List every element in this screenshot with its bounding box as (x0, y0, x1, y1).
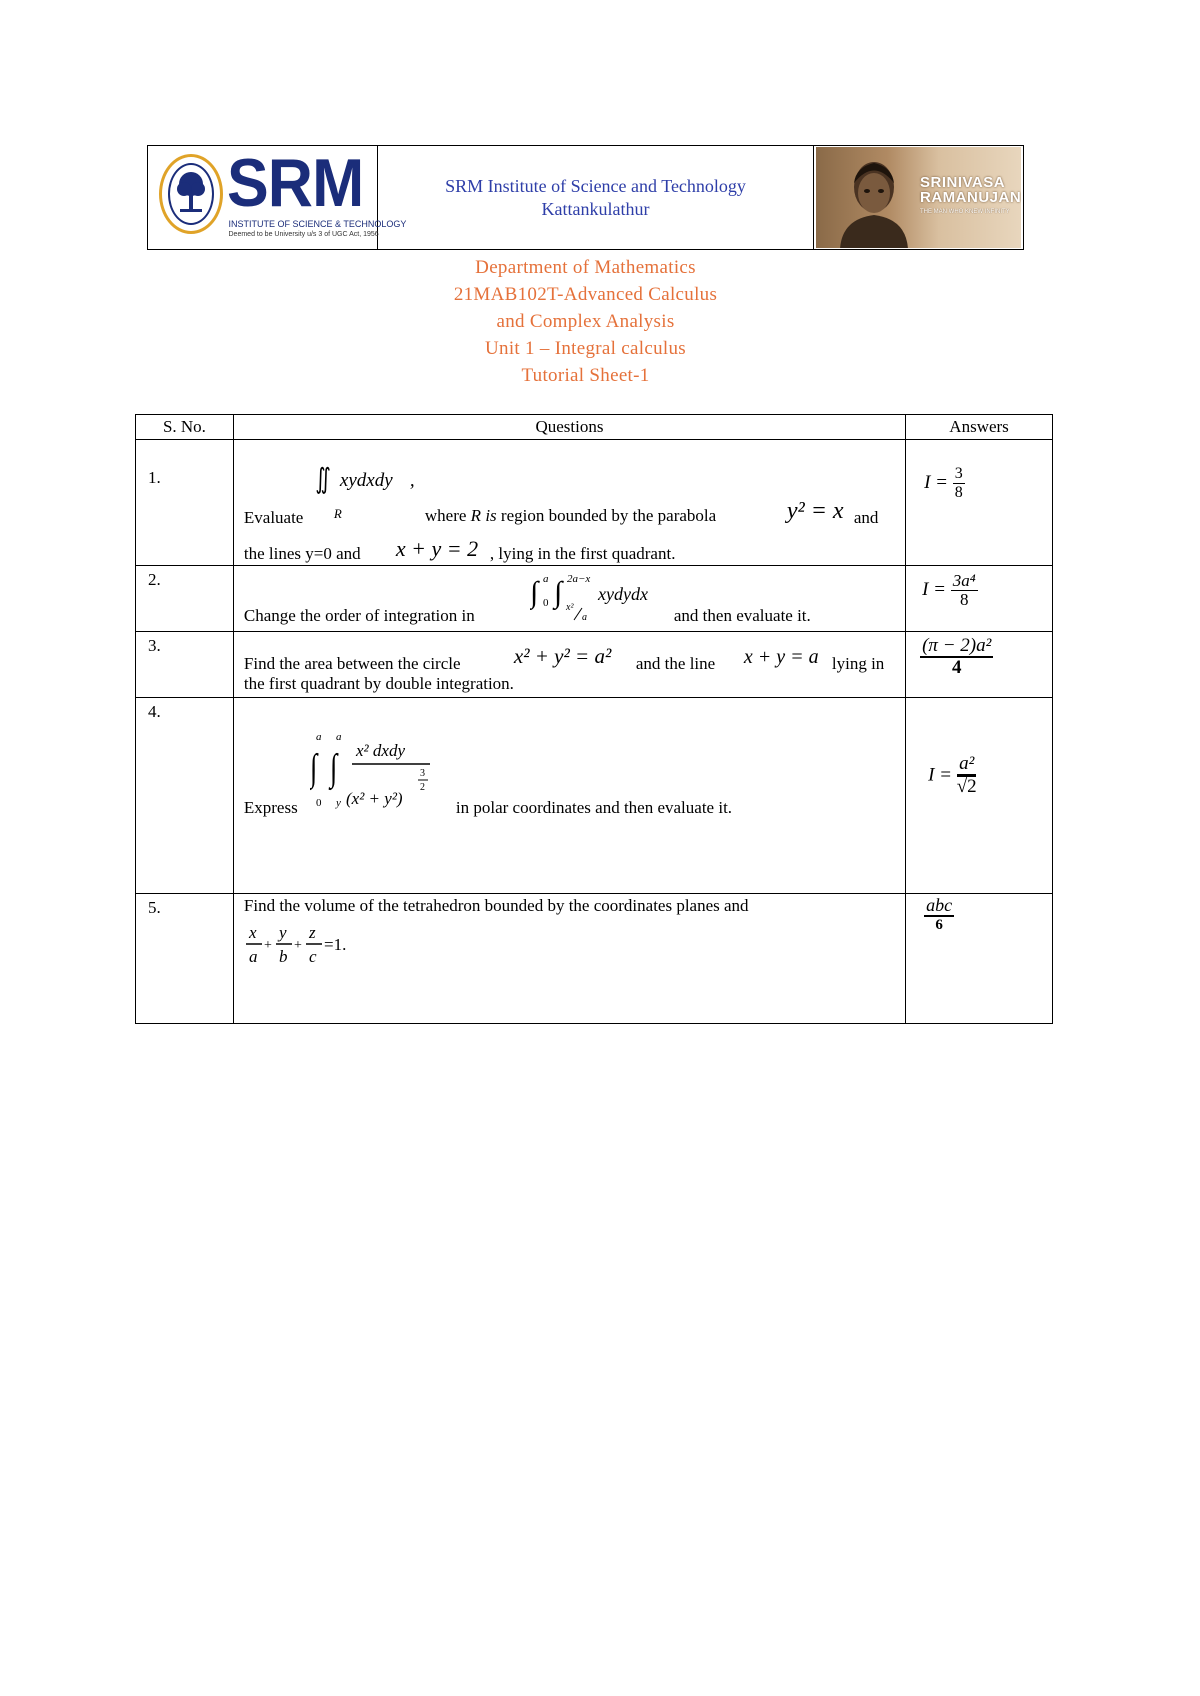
line-equation: x + y = 2 (395, 536, 479, 561)
svg-text:y: y (278, 923, 287, 942)
question-text: where R is region bounded by the parabola (424, 506, 717, 525)
question-text: Find the area between the circle (243, 654, 461, 673)
sno-cell: 5. (136, 894, 234, 1024)
svg-text:a: a (315, 731, 322, 743)
circle-equation: x² + y² = a² (513, 644, 612, 668)
question-cell (233, 894, 905, 1024)
answer-value: I = $\frac{3}{8}$ (924, 465, 963, 501)
answer-cell (906, 894, 1053, 1024)
question-text-2: and then evaluate it. (673, 606, 811, 625)
table-row (136, 566, 1053, 632)
svg-text:0: 0 (542, 597, 549, 609)
question-text: Find the volume of the tetrahedron bounded by the coordinates planes and (243, 896, 749, 915)
svg-text:∫: ∫ (309, 747, 318, 790)
ramanujan-name: SRINIVASA RAMANUJAN (920, 174, 1021, 206)
and-word: and (853, 508, 879, 527)
header-questions: Questions (233, 415, 905, 440)
svg-text:+: + (263, 938, 272, 953)
svg-text:a: a (581, 612, 587, 622)
svg-text:2: 2 (419, 782, 425, 793)
header-answers: Answers (906, 415, 1053, 440)
svg-text:y: y (335, 797, 341, 809)
seal-icon (159, 154, 223, 234)
questions-table (135, 414, 1053, 1024)
iterated-integral (530, 570, 670, 622)
question-cell (233, 566, 905, 632)
unit-title: Unit 1 – Integral calculus (485, 338, 686, 359)
express-word: Express (243, 798, 298, 817)
srm-tagline: Deemed to be University u/s 3 of UGC Act, 1956 (228, 230, 379, 238)
title-block (147, 254, 1024, 389)
question-text: Change the order of integration in (243, 606, 475, 625)
tree-icon (176, 171, 206, 215)
table-row (136, 632, 1053, 698)
department-title: Department of Mathematics (475, 257, 696, 278)
srm-wordmark: SRM (226, 144, 363, 221)
institute-cell (378, 146, 814, 249)
table-header-row (136, 415, 1053, 440)
comma: , (409, 470, 415, 491)
svg-text:=1.: =1. (323, 935, 347, 954)
answer-value: I = $\frac{\text{3a⁴}}{8}$ (922, 571, 976, 609)
course-title-line2: and Complex Analysis (496, 311, 675, 332)
svg-text:a: a (335, 731, 342, 743)
question-text-2: the lines y=0 and (243, 544, 361, 563)
answer-cell (906, 632, 1053, 698)
sno-cell: 1. (136, 440, 234, 566)
srm-logo (155, 144, 407, 245)
logo-cell (148, 144, 407, 249)
question-cell (233, 698, 905, 894)
institute-name: SRM Institute of Science and Technology (445, 175, 746, 196)
question-text-3: lying in (831, 654, 885, 673)
portrait-image (834, 153, 914, 248)
question-text-3: , lying in the first quadrant. (489, 544, 676, 563)
answer-cell (906, 440, 1053, 566)
svg-text:z: z (308, 923, 316, 942)
svg-text:∫: ∫ (529, 576, 539, 609)
svg-text:∫: ∫ (553, 576, 563, 609)
table-row (136, 698, 1053, 894)
svg-text:2a−x: 2a−x (566, 573, 591, 585)
sno-cell: 4. (136, 698, 234, 894)
region-label: R (333, 506, 342, 521)
answer-cell (906, 698, 1053, 894)
campus-name: Kattankulathur (541, 198, 650, 219)
svg-text:x: x (248, 923, 257, 942)
table-row (136, 440, 1053, 566)
svg-text:x²: x² (565, 602, 574, 613)
course-title-line1: 21MAB102T-Advanced Calculus (453, 284, 718, 305)
svg-text:x² dxdy: x² dxdy (355, 741, 405, 760)
svg-text:a: a (248, 947, 258, 966)
integrand: xydxdy (339, 470, 393, 491)
svg-text:0: 0 (315, 797, 322, 809)
answer-cell (906, 566, 1053, 632)
polar-integral (310, 726, 450, 822)
answer-value: $\frac{\text{abc}}{6}$ (926, 895, 953, 933)
question-cell (233, 632, 905, 698)
header-sno: S. No. (136, 415, 234, 440)
svg-text:xydydx: xydydx (597, 584, 648, 604)
srm-subtitle: INSTITUTE OF SCIENCE & TECHNOLOGY (228, 218, 407, 229)
answer-value: I = $\frac{\text{a²}}{√2}$ (928, 753, 977, 797)
svg-text:a: a (542, 573, 549, 585)
sheet-title: Tutorial Sheet-1 (521, 365, 650, 386)
question-text-4: the first quadrant by double integration. (243, 674, 514, 693)
svg-text:b: b (278, 947, 288, 966)
answer-value: $\frac{\text{(π − 2)a²}}{4}$ (922, 635, 992, 678)
parabola-equation: y² = x (786, 498, 844, 524)
question-cell (233, 440, 905, 566)
table-row (136, 894, 1053, 1024)
evaluate-word: Evaluate (243, 508, 304, 527)
svg-text:3: 3 (419, 768, 425, 779)
svg-text:c: c (308, 947, 317, 966)
line-equation: x + y = a (743, 646, 819, 668)
sno-cell: 3. (136, 632, 234, 698)
sno-cell: 2. (136, 566, 234, 632)
svg-text:(x² + y²): (x² + y²) (345, 789, 403, 808)
question-text: in polar coordinates and then evaluate it. (455, 798, 733, 817)
ramanujan-tagline: THE MAN WHO KNEW INFINITY (920, 209, 1010, 215)
svg-text:+: + (293, 938, 302, 953)
ramanujan-cell (814, 146, 1023, 249)
plane-equation (246, 922, 376, 970)
svg-text:∫: ∫ (329, 747, 338, 790)
double-integral-symbol: ∬ (315, 464, 331, 495)
question-text-2: and the line (635, 654, 716, 673)
ramanujan-banner (816, 147, 1021, 248)
header-box (147, 145, 1024, 250)
